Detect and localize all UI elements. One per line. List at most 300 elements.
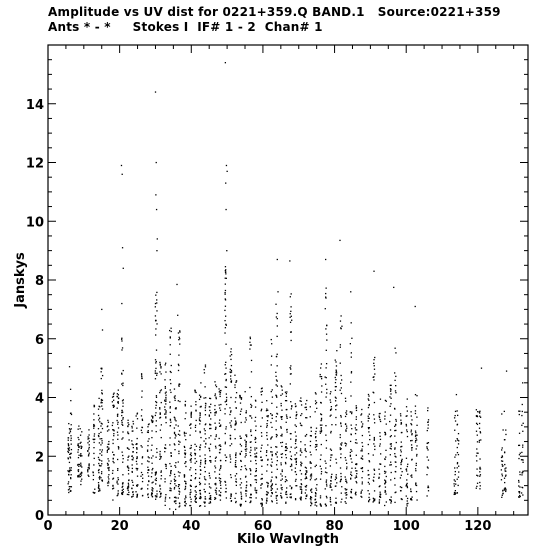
data-point (282, 475, 283, 476)
data-point (170, 466, 171, 467)
data-point (78, 437, 79, 438)
data-point (81, 455, 82, 456)
data-point (501, 497, 502, 498)
data-point (326, 325, 327, 326)
data-point (285, 502, 286, 503)
data-point (151, 472, 152, 473)
data-point (320, 454, 321, 455)
data-point (204, 454, 205, 455)
data-point (385, 493, 386, 494)
data-point (89, 453, 90, 454)
data-point (501, 479, 502, 480)
data-point (271, 495, 272, 496)
data-point (361, 490, 362, 491)
data-point (261, 410, 262, 411)
data-point (236, 481, 237, 482)
data-point (231, 500, 232, 501)
data-point (411, 440, 412, 441)
data-point (251, 396, 252, 397)
data-point (175, 467, 176, 468)
data-point (476, 468, 477, 469)
data-point (171, 452, 172, 453)
data-point (93, 413, 94, 414)
data-point (155, 91, 156, 92)
data-point (226, 404, 227, 405)
data-point (479, 468, 480, 469)
data-point (70, 491, 71, 492)
data-point (165, 410, 166, 411)
data-point (356, 419, 357, 420)
data-point (214, 483, 215, 484)
data-point (179, 337, 180, 338)
data-point (326, 485, 327, 486)
data-point (174, 397, 175, 398)
data-point (196, 498, 197, 499)
data-point (165, 401, 166, 402)
data-point (330, 432, 331, 433)
data-point (384, 483, 385, 484)
data-point (227, 171, 228, 172)
data-point (174, 483, 175, 484)
data-point (159, 497, 160, 498)
data-point (128, 490, 129, 491)
data-point (300, 486, 301, 487)
data-point (501, 474, 502, 475)
data-point (256, 463, 257, 464)
data-point (406, 505, 407, 506)
data-point (280, 442, 281, 443)
data-point (71, 449, 72, 450)
data-point (174, 474, 175, 475)
data-point (164, 451, 165, 452)
data-point (241, 422, 242, 423)
data-point (113, 407, 114, 408)
data-point (215, 458, 216, 459)
data-point (210, 477, 211, 478)
data-point (220, 468, 221, 469)
data-point (281, 464, 282, 465)
data-point (230, 369, 231, 370)
data-point (147, 445, 148, 446)
data-point (178, 434, 179, 435)
data-point (79, 446, 80, 447)
data-point (155, 372, 156, 373)
data-point (427, 448, 428, 449)
data-point (330, 497, 331, 498)
data-point (406, 406, 407, 407)
data-point (281, 410, 282, 411)
data-point (477, 453, 478, 454)
data-point (147, 494, 148, 495)
data-point (330, 399, 331, 400)
data-point (160, 429, 161, 430)
data-point (479, 467, 480, 468)
data-point (321, 473, 322, 474)
data-point (361, 449, 362, 450)
data-point (133, 447, 134, 448)
data-point (80, 442, 81, 443)
data-point (320, 367, 321, 368)
data-point (345, 416, 346, 417)
data-point (220, 410, 221, 411)
data-point (300, 450, 301, 451)
data-point (407, 474, 408, 475)
data-point (174, 388, 175, 389)
data-point (326, 496, 327, 497)
data-point (190, 501, 191, 502)
data-point (325, 293, 326, 294)
data-point (216, 412, 217, 413)
data-point (428, 490, 429, 491)
data-point (458, 466, 459, 467)
data-point (502, 429, 503, 430)
data-point (335, 479, 336, 480)
data-point (190, 406, 191, 407)
data-point (368, 431, 369, 432)
data-point (245, 490, 246, 491)
data-point (350, 441, 351, 442)
data-point (458, 476, 459, 477)
data-point (271, 403, 272, 404)
data-point (190, 492, 191, 493)
data-point (210, 460, 211, 461)
data-point (480, 417, 481, 418)
data-point (136, 463, 137, 464)
data-point (160, 451, 161, 452)
data-point (108, 470, 109, 471)
data-point (156, 493, 157, 494)
data-point (226, 399, 227, 400)
data-point (504, 468, 505, 469)
data-point (295, 431, 296, 432)
data-point (256, 479, 257, 480)
data-point (184, 450, 185, 451)
data-point (262, 459, 263, 460)
data-point (210, 412, 211, 413)
data-point (384, 418, 385, 419)
data-point (121, 415, 122, 416)
data-point (311, 488, 312, 489)
data-point (321, 427, 322, 428)
data-point (151, 482, 152, 483)
data-point (261, 498, 262, 499)
data-point (310, 452, 311, 453)
data-point (141, 415, 142, 416)
data-point (108, 448, 109, 449)
data-point (128, 494, 129, 495)
data-point (454, 467, 455, 468)
data-point (325, 467, 326, 468)
data-point (239, 397, 240, 398)
data-point (305, 489, 306, 490)
data-point (117, 434, 118, 435)
data-point (225, 428, 226, 429)
data-point (199, 455, 200, 456)
data-point (108, 481, 109, 482)
data-point (457, 452, 458, 453)
data-point (267, 483, 268, 484)
data-point (179, 430, 180, 431)
data-point (184, 447, 185, 448)
data-point (87, 436, 88, 437)
data-point (132, 430, 133, 431)
data-point (325, 503, 326, 504)
data-point (290, 383, 291, 384)
data-point (127, 422, 128, 423)
data-point (502, 465, 503, 466)
data-point (374, 499, 375, 500)
data-point (230, 498, 231, 499)
data-point (148, 438, 149, 439)
data-point (117, 396, 118, 397)
data-point (179, 484, 180, 485)
data-point (151, 493, 152, 494)
data-point (519, 454, 520, 455)
data-point (219, 490, 220, 491)
data-point (67, 457, 68, 458)
data-point (196, 461, 197, 462)
data-point (315, 495, 316, 496)
data-point (310, 502, 311, 503)
data-point (142, 427, 143, 428)
data-point (368, 400, 369, 401)
data-point (335, 498, 336, 499)
data-point (367, 490, 368, 491)
data-point (480, 439, 481, 440)
data-point (345, 457, 346, 458)
data-point (151, 449, 152, 450)
data-point (141, 390, 142, 391)
data-point (160, 390, 161, 391)
data-point (101, 438, 102, 439)
data-point (151, 437, 152, 438)
data-point (380, 421, 381, 422)
data-point (281, 457, 282, 458)
data-point (290, 373, 291, 374)
data-point (362, 450, 363, 451)
data-point (356, 410, 357, 411)
data-point (385, 486, 386, 487)
data-point (355, 468, 356, 469)
data-point (310, 416, 311, 417)
data-point (68, 481, 69, 482)
data-point (411, 477, 412, 478)
data-point (325, 328, 326, 329)
data-point (519, 433, 520, 434)
data-point (235, 455, 236, 456)
data-point (316, 505, 317, 506)
data-point (379, 416, 380, 417)
data-point (251, 497, 252, 498)
data-point (276, 356, 277, 357)
data-point (477, 424, 478, 425)
data-point (118, 448, 119, 449)
data-point (379, 413, 380, 414)
data-point (277, 291, 278, 292)
data-point (251, 435, 252, 436)
data-point (320, 374, 321, 375)
data-point (219, 394, 220, 395)
data-point (165, 403, 166, 404)
data-point (185, 418, 186, 419)
data-point (71, 467, 72, 468)
data-point (230, 458, 231, 459)
data-point (169, 407, 170, 408)
data-point (122, 452, 123, 453)
data-point (155, 415, 156, 416)
data-point (368, 427, 369, 428)
data-point (266, 498, 267, 499)
data-point (178, 486, 179, 487)
data-point (160, 488, 161, 489)
data-point (394, 372, 395, 373)
data-point (191, 447, 192, 448)
data-point (179, 506, 180, 507)
data-point (401, 460, 402, 461)
x-tick-label: 60 (253, 519, 272, 534)
data-point (261, 402, 262, 403)
data-point (396, 421, 397, 422)
data-point (128, 424, 129, 425)
data-point (98, 398, 99, 399)
data-point (147, 451, 148, 452)
data-point (384, 473, 385, 474)
data-point (310, 461, 311, 462)
data-point (340, 415, 341, 416)
data-point (351, 434, 352, 435)
data-point (374, 365, 375, 366)
data-point (191, 417, 192, 418)
data-point (362, 446, 363, 447)
data-point (380, 496, 381, 497)
data-point (339, 240, 340, 241)
data-point (476, 455, 477, 456)
chart-title: Amplitude vs UV dist for 0221+359.Q BAND.1 Source:0221+359 (48, 5, 501, 19)
data-point (415, 440, 416, 441)
data-point (326, 472, 327, 473)
data-point (305, 448, 306, 449)
data-point (69, 471, 70, 472)
data-point (78, 471, 79, 472)
data-point (275, 304, 276, 305)
data-point (214, 409, 215, 410)
data-point (330, 480, 331, 481)
data-point (195, 478, 196, 479)
data-point (155, 295, 156, 296)
data-point (88, 448, 89, 449)
data-point (310, 498, 311, 499)
data-point (426, 446, 427, 447)
data-point (401, 446, 402, 447)
data-point (300, 479, 301, 480)
data-point (374, 402, 375, 403)
data-point (454, 494, 455, 495)
data-point (457, 467, 458, 468)
data-point (107, 446, 108, 447)
data-point (276, 413, 277, 414)
data-point (215, 427, 216, 428)
data-point (175, 509, 176, 510)
data-point (277, 488, 278, 489)
data-point (428, 424, 429, 425)
data-point (244, 440, 245, 441)
data-point (89, 463, 90, 464)
data-point (351, 413, 352, 414)
data-point (341, 326, 342, 327)
data-point (226, 426, 227, 427)
data-point (231, 365, 232, 366)
data-point (301, 465, 302, 466)
data-point (286, 393, 287, 394)
data-point (210, 444, 211, 445)
data-point (395, 471, 396, 472)
data-point (476, 448, 477, 449)
data-point (68, 492, 69, 493)
data-point (142, 474, 143, 475)
y-tick-label: 8 (34, 274, 44, 289)
data-point (285, 463, 286, 464)
data-point (205, 471, 206, 472)
data-point (362, 435, 363, 436)
data-point (316, 489, 317, 490)
data-point (133, 423, 134, 424)
data-point (190, 489, 191, 490)
data-point (175, 434, 176, 435)
data-point (291, 406, 292, 407)
data-point (395, 462, 396, 463)
data-point (170, 419, 171, 420)
data-point (519, 495, 520, 496)
data-point (340, 375, 341, 376)
data-point (391, 472, 392, 473)
data-point (174, 427, 175, 428)
data-point (522, 431, 523, 432)
data-point (393, 287, 394, 288)
data-point (108, 478, 109, 479)
data-point (219, 391, 220, 392)
data-point (185, 486, 186, 487)
data-point (80, 480, 81, 481)
data-point (121, 422, 122, 423)
data-point (346, 443, 347, 444)
data-point (241, 438, 242, 439)
data-point (151, 445, 152, 446)
data-point (290, 306, 291, 307)
data-point (224, 320, 225, 321)
data-point (200, 493, 201, 494)
data-point (453, 483, 454, 484)
data-point (216, 386, 217, 387)
data-point (113, 394, 114, 395)
data-point (266, 500, 267, 501)
data-point (406, 479, 407, 480)
data-point (271, 451, 272, 452)
data-point (416, 425, 417, 426)
data-point (230, 375, 231, 376)
data-point (194, 390, 195, 391)
data-point (395, 390, 396, 391)
data-point (87, 442, 88, 443)
data-point (350, 411, 351, 412)
data-point (113, 458, 114, 459)
data-point (325, 296, 326, 297)
data-point (386, 501, 387, 502)
data-point (455, 490, 456, 491)
data-point (178, 491, 179, 492)
data-point (411, 449, 412, 450)
data-point (277, 325, 278, 326)
data-point (81, 472, 82, 473)
